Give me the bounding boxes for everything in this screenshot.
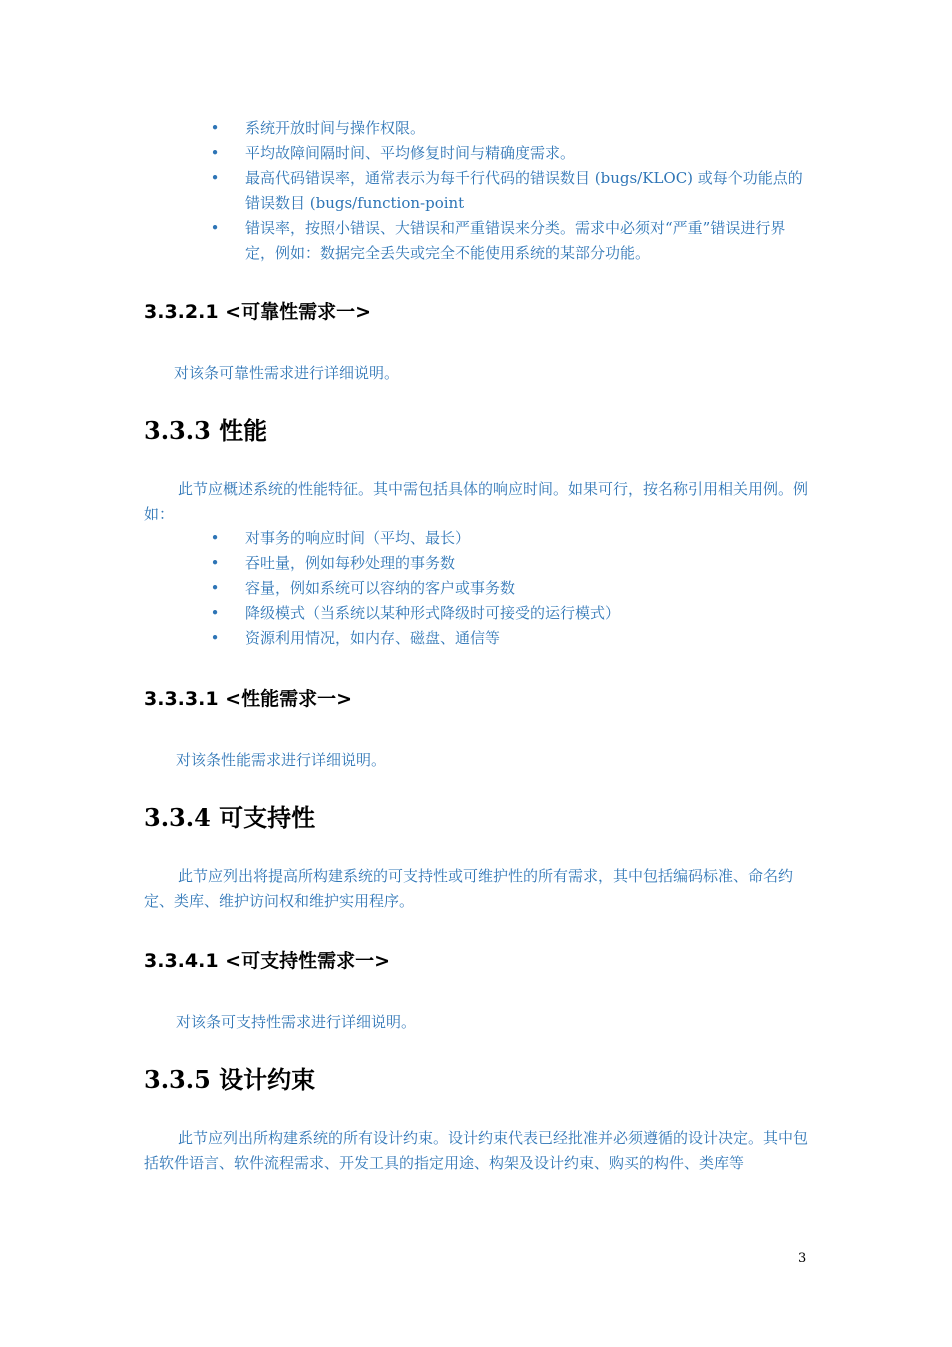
bullet-icon: • xyxy=(210,579,220,597)
list-item xyxy=(210,626,810,651)
list-item xyxy=(210,601,810,626)
list-item xyxy=(210,216,810,266)
bullet-icon: • xyxy=(210,554,220,572)
section-heading-3-3-4: 3.3.4 可支持性 xyxy=(144,803,316,832)
list-item-text: 资源利用情况，如内存、磁盘、通信等 xyxy=(245,629,501,647)
section-heading-3-3-2-1: 3.3.2.1 <可靠性需求一> xyxy=(144,301,371,323)
section-body-3-3-4: 此节应列出将提高所构建系统的可支持性或可维护性的所有需求，其中包括编码标准、命名约定、类库、维护访问权和维护实用程序。 xyxy=(144,867,794,910)
bullet-icon: • xyxy=(210,604,220,622)
list-item-text: 错误率，按照小错误、大错误和严重错误来分类。需求中必须对“严重”错误进行界定，例如：数据完全丢失或完全不能使用系统的某部分功能。 xyxy=(245,219,786,262)
section-intro-3-3-3: 此节应概述系统的性能特征。其中需包括具体的响应时间。如果可行，按名称引用相关用例。例如： xyxy=(144,480,809,523)
section-body-3-3-4-1: 对该条可支持性需求进行详细说明。 xyxy=(176,1013,417,1031)
list-item xyxy=(210,576,810,601)
list-item-text: 平均故障间隔时间、平均修复时间与精确度需求。 xyxy=(245,144,576,162)
list-item-text: 容量，例如系统可以容纳的客户或事务数 xyxy=(245,579,516,597)
list-item xyxy=(210,166,810,216)
bullet-icon: • xyxy=(210,119,220,137)
section-body-3-3-3-1: 对该条性能需求进行详细说明。 xyxy=(176,751,387,769)
list-item-text: 系统开放时间与操作权限。 xyxy=(245,119,426,137)
list-item-text: 最高代码错误率，通常表示为每千行代码的错误数目 (bugs/KLOC) 或每个功能点的错误数目 (bugs/function-point xyxy=(245,169,803,212)
bullet-icon: • xyxy=(210,219,220,237)
list-item-text: 吞吐量，例如每秒处理的事务数 xyxy=(245,554,456,572)
page-number: 3 xyxy=(798,1251,807,1266)
list-item xyxy=(210,551,810,576)
list-item xyxy=(210,141,810,166)
list-item xyxy=(210,116,810,141)
section-heading-3-3-3-1: 3.3.3.1 <性能需求一> xyxy=(144,688,352,710)
section-heading-3-3-3: 3.3.3 性能 xyxy=(144,416,268,445)
section-body-3-3-5: 此节应列出所构建系统的所有设计约束。设计约束代表已经批准并必须遵循的设计决定。其中包括软件语言、软件流程需求、开发工具的指定用途、构架及设计约束、购买的构件、类库等 xyxy=(144,1129,809,1172)
bullet-icon: • xyxy=(210,169,220,187)
list-item-text: 降级模式（当系统以某种形式降级时可接受的运行模式） xyxy=(245,604,621,622)
bullet-icon: • xyxy=(210,529,220,547)
bullet-icon: • xyxy=(210,629,220,647)
list-item xyxy=(210,526,810,551)
section-heading-3-3-5: 3.3.5 设计约束 xyxy=(144,1065,316,1094)
list-item-text: 对事务的响应时间（平均、最长） xyxy=(245,529,471,547)
section-heading-3-3-4-1: 3.3.4.1 <可支持性需求一> xyxy=(144,950,390,972)
bullet-icon: • xyxy=(210,144,220,162)
section-body-3-3-2-1: 对该条可靠性需求进行详细说明。 xyxy=(174,364,400,382)
performance-bullet-list xyxy=(210,526,810,651)
reliability-bullet-list xyxy=(210,116,810,266)
